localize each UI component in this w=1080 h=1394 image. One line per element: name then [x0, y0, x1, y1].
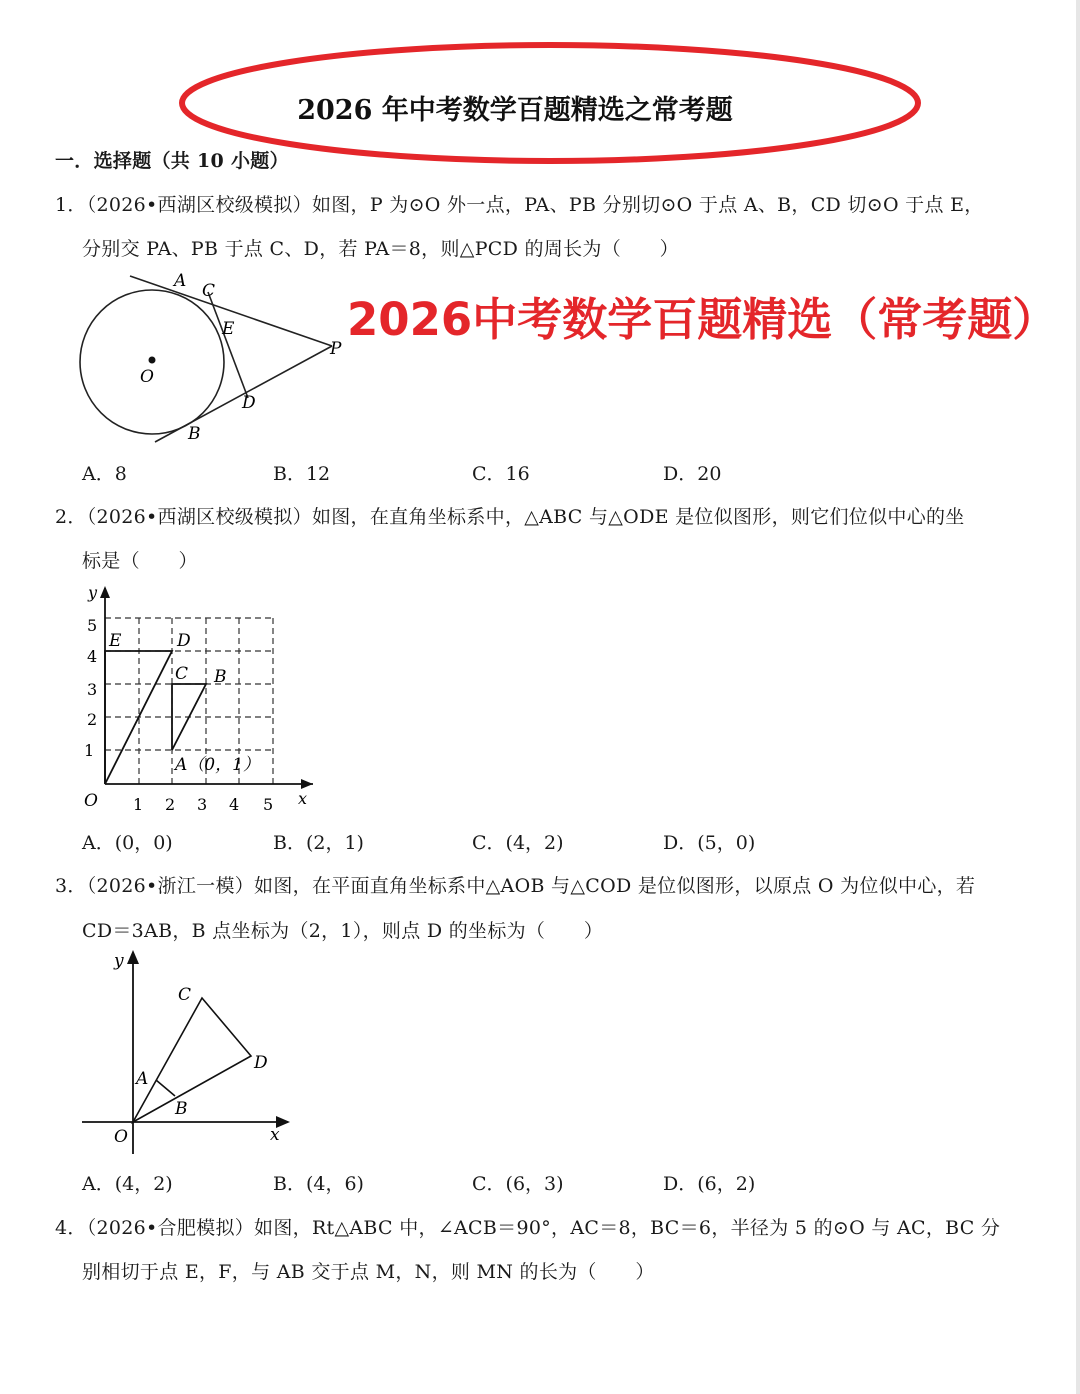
q3-figure — [78, 942, 298, 1157]
q1-label-d: D — [242, 393, 256, 413]
q1-option-b[interactable]: B．12 — [273, 463, 331, 485]
q2-figure — [78, 578, 328, 818]
q2-label-a: A（0，1） — [175, 755, 260, 775]
q2-xtick-5: 5 — [263, 795, 274, 814]
q3-y-arrow — [127, 950, 139, 964]
q3-segment-ab — [156, 1080, 175, 1096]
page-edge — [1076, 0, 1080, 1394]
q1-option-d[interactable]: D．20 — [663, 463, 722, 485]
q3-label-y: y — [114, 951, 124, 971]
q2-option-b[interactable]: B．(2，1) — [273, 832, 364, 854]
q1-label-p: P — [330, 339, 342, 359]
q2-label-b: B — [214, 667, 227, 687]
q2-y-arrow — [100, 586, 110, 598]
q2-label-e: E — [109, 631, 122, 651]
q2-ytick-3: 3 — [87, 680, 98, 699]
q1-text-line2: 分别交 PA、PB 于点 C、D，若 PA＝8，则△PCD 的周长为（ ） — [82, 238, 679, 260]
q3-text-line1: 3．（2026•浙江一模）如图，在平面直角坐标系中△AOB 与△COD 是位似图形，以原点 O 为位似中心，若 — [55, 875, 976, 897]
q1-label-c: C — [202, 281, 216, 301]
q1-label-a: A — [174, 271, 187, 291]
q2-label-x: x — [298, 789, 308, 808]
q1-label-o: O — [140, 367, 154, 387]
red-banner: 2026中考数学百题精选（常考题） — [347, 293, 1058, 346]
section-heading: 一．选择题（共 10 小题） — [55, 150, 289, 172]
q2-ytick-2: 2 — [87, 710, 98, 729]
q1-center-dot — [149, 357, 156, 364]
q2-option-c[interactable]: C．(4，2) — [472, 832, 564, 854]
q3-label-a: A — [136, 1069, 149, 1089]
q3-triangle-cod — [133, 998, 251, 1122]
q1-tangent-cd — [208, 292, 248, 398]
q2-xtick-4: 4 — [229, 795, 240, 814]
q1-label-b: B — [188, 424, 201, 444]
q1-label-e: E — [222, 319, 235, 339]
q4-text-line1: 4．（2026•合肥模拟）如图，Rt△ABC 中，∠ACB＝90°，AC＝8，BC＝6，半径为 5 的⊙O 与 AC，BC 分 — [55, 1217, 1001, 1239]
q2-option-a[interactable]: A．(0，0) — [82, 832, 173, 854]
q2-x-arrow — [301, 779, 313, 789]
q2-ytick-4: 4 — [87, 647, 98, 666]
q2-xtick-1: 1 — [133, 795, 144, 814]
q3-label-o: O — [114, 1127, 128, 1147]
q3-option-d[interactable]: D．(6，2) — [663, 1173, 756, 1195]
q2-option-d[interactable]: D．(5，0) — [663, 832, 756, 854]
q3-option-a[interactable]: A．(4，2) — [82, 1173, 173, 1195]
q2-xtick-2: 2 — [165, 795, 176, 814]
q3-option-b[interactable]: B．(4，6) — [273, 1173, 364, 1195]
q3-text-line2: CD＝3AB，B 点坐标为（2，1），则点 D 的坐标为（ ） — [82, 920, 604, 942]
q3-label-b: B — [175, 1099, 188, 1119]
q2-xtick-3: 3 — [197, 795, 208, 814]
q3-label-d: D — [254, 1053, 268, 1073]
q2-label-y: y — [88, 583, 98, 602]
q1-option-c[interactable]: C．16 — [472, 463, 530, 485]
q1-figure — [70, 266, 360, 456]
q4-text-line2: 别相切于点 E，F，与 AB 交于点 M，N，则 MN 的长为（ ） — [82, 1261, 655, 1283]
q3-label-c: C — [178, 985, 192, 1005]
q2-ytick-1: 1 — [84, 741, 95, 760]
q2-ytick-5: 5 — [87, 616, 98, 635]
q1-option-a[interactable]: A．8 — [82, 463, 127, 485]
q3-option-c[interactable]: C．(6，3) — [472, 1173, 564, 1195]
q2-label-d: D — [177, 631, 191, 651]
q2-label-o: O — [84, 791, 98, 811]
page-title: 2026 年中考数学百题精选之常考题 — [297, 95, 733, 126]
q3-label-x: x — [270, 1125, 280, 1145]
q2-text-line2: 标是（ ） — [82, 550, 198, 572]
q1-text-line1: 1．（2026•西湖区校级模拟）如图，P 为⊙O 外一点，PA、PB 分别切⊙O 于点 A、B，CD 切⊙O 于点 E， — [55, 194, 984, 216]
q2-text-line1: 2．（2026•西湖区校级模拟）如图，在直角坐标系中，△ABC 与△ODE 是位似图形，则它们位似中心的坐 — [55, 506, 965, 528]
q2-label-c: C — [175, 664, 189, 684]
